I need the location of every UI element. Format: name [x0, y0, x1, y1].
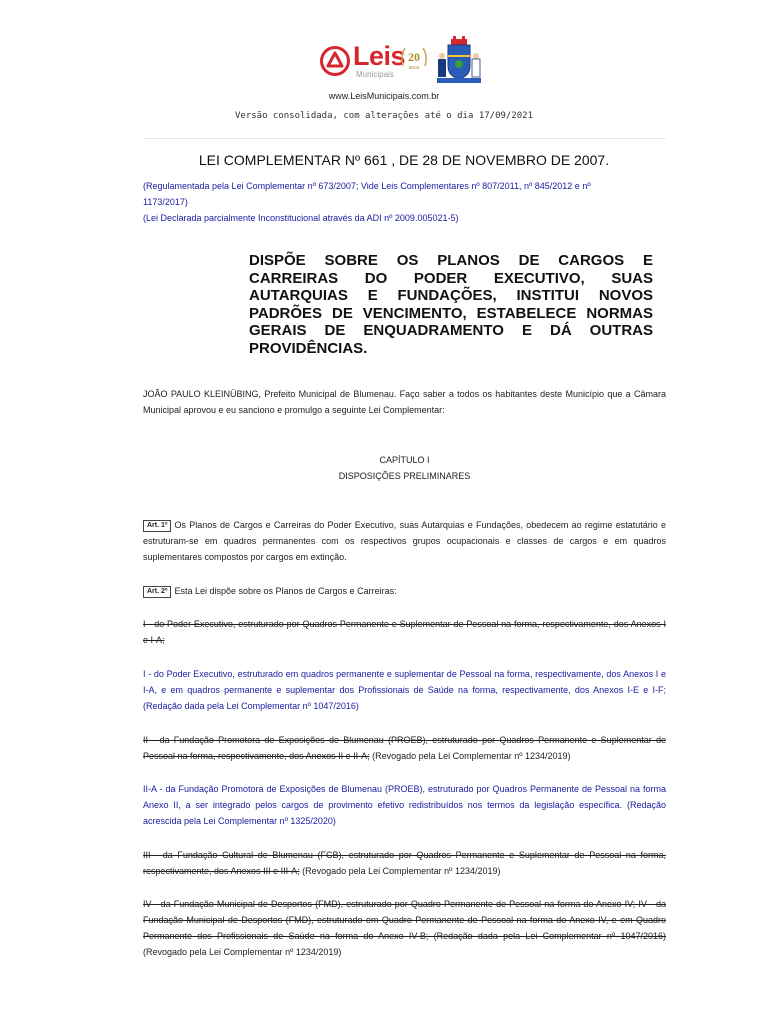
regulation-note-cont[interactable]: 1173/2017)	[143, 197, 188, 207]
article-2-label: Art. 2º	[143, 586, 171, 598]
logo-text: Leis	[353, 41, 406, 71]
item-2a: II-A - da Fundação Promotora de Exposições de Blumenau (PROEB), estruturado por Quadros Permanente de Pessoal na forma Anexo II, a ser integrado pelos cargos de provimento efetivo redistribuídos nos termos da legislação específica. (Redação acrescida pela Lei Complementar nº 1325/2020)	[143, 784, 666, 826]
article-2-text: Esta Lei dispõe sobre os Planos de Cargos e Carreiras:	[174, 586, 397, 596]
chapter-title: DISPOSIÇÕES PRELIMINARES	[338, 471, 471, 481]
item-3-revoked: III - da Fundação Cultural de Blumenau (FCB), estruturado por Quadros Permanente e Suplementar de Pessoal na forma, respectivamente, dos Anexos III e III-A;	[143, 850, 666, 876]
logo-subtitle: Municipais	[356, 70, 394, 79]
item-3-revocation-note: (Revogado pela Lei Complementar nº 1234/2019)	[299, 866, 501, 876]
badge-label: anos	[408, 65, 420, 71]
item-1-revoked: I - do Poder Executivo, estruturado por Quadros Permanente e Suplementar de Pessoal na forma, respectivamente, dos Anexos I e I-A;	[143, 619, 666, 645]
unconstitutional-note[interactable]: (Lei Declarada parcialmente Inconstitucional através da ADI nº 2009.005021-5)	[143, 213, 459, 223]
anniversary-badge-icon	[399, 44, 429, 78]
item-2-revocation-note: (Revogado pela Lei Complementar nº 1234/2019)	[369, 751, 571, 761]
regulation-note[interactable]: (Regulamentada pela Lei Complementar nº 673/2007; Vide Leis Complementares nº 807/2011, nº 845/2012 e nº	[143, 181, 591, 191]
consolidated-version-note: Versão consolidada, com alterações até o dia 17/09/2021	[234, 111, 533, 121]
article-2	[143, 583, 666, 599]
item-4-revocation-note: (Revogado pela Lei Complementar nº 1234/2019)	[143, 947, 342, 957]
site-header	[0, 40, 768, 90]
item-2	[143, 732, 666, 764]
law-title: LEI COMPLEMENTAR Nº 661 , DE 28 DE NOVEMBRO DE 2007.	[198, 152, 610, 168]
blumenau-crest-icon	[433, 36, 485, 86]
divider	[143, 138, 666, 139]
article-1-text: Os Planos de Cargos e Carreiras do Poder Executivo, suas Autarquias e Fundações, obedecem ao regime estatutário e estruturam-se em quadros permanentes com os respectivos grupos ocupacionais e classes de cargos e em quadros suplementares compostos por cargos em extinção.	[143, 520, 666, 562]
preamble: JOÃO PAULO KLEINÜBING, Prefeito Municipal de Blumenau. Faço saber a todos os habitantes deste Município que a Câmara Municipal aprovou e eu sanciono e promulgo a seguinte Lei Complementar:	[143, 389, 666, 415]
item-4	[143, 896, 666, 960]
article-1-label: Art. 1º	[143, 520, 171, 532]
chapter-heading: CAPÍTULO I	[379, 455, 430, 465]
item-1-current: I - do Poder Executivo, estruturado em quadros permanente e suplementar de Pessoal na forma, respectivamente, dos Anexos I e I-A, e em quadros permanente e suplementar dos Profissionais de Saúde na forma, respectivamente, dos Anexos I-E e I-F; (Redação dada pela Lei Complementar nº 1047/2016)	[143, 669, 666, 711]
article-1	[143, 517, 666, 565]
site-url[interactable]: www.LeisMunicipais.com.br	[328, 91, 440, 101]
law-summary: DISPÕE SOBRE OS PLANOS DE CARGOS E CARREIRAS DO PODER EXECUTIVO, SUAS AUTARQUIAS E FUNDAÇÕES, INSTITUI NOVOS PADRÕES DE VENCIMENTO, ESTABELECE NORMAS GERAIS DE ENQUADRAMENTO E DÁ OUTRAS PROVIDÊNCIAS.	[249, 252, 653, 357]
leis-logo-icon	[320, 46, 350, 76]
item-3	[143, 847, 666, 879]
badge-number: 20	[408, 50, 420, 64]
item-2-revoked: II - da Fundação Promotora de Exposições de Blumenau (PROEB), estruturado por Quadros Permanente e Suplementar de Pessoal na forma, respectivamente, dos Anexos II e II-A;	[143, 735, 666, 761]
regulation-notes	[143, 178, 666, 226]
item-4-revoked: IV - da Fundação Municipal de Desportos (FMD), estruturado por Quadro Permanente de Pessoal na forma do Anexo IV; IV - da Fundação Municipal de Desportos (FMD), estruturado em Quadro Permanente de Pessoal na forma do Anexo IV, e em Quadro Permanente dos Profissionais de Saúde na forma do Anexo IV-B; (Redação dada pela Lei Complementar nº 1047/2016)	[143, 899, 666, 941]
